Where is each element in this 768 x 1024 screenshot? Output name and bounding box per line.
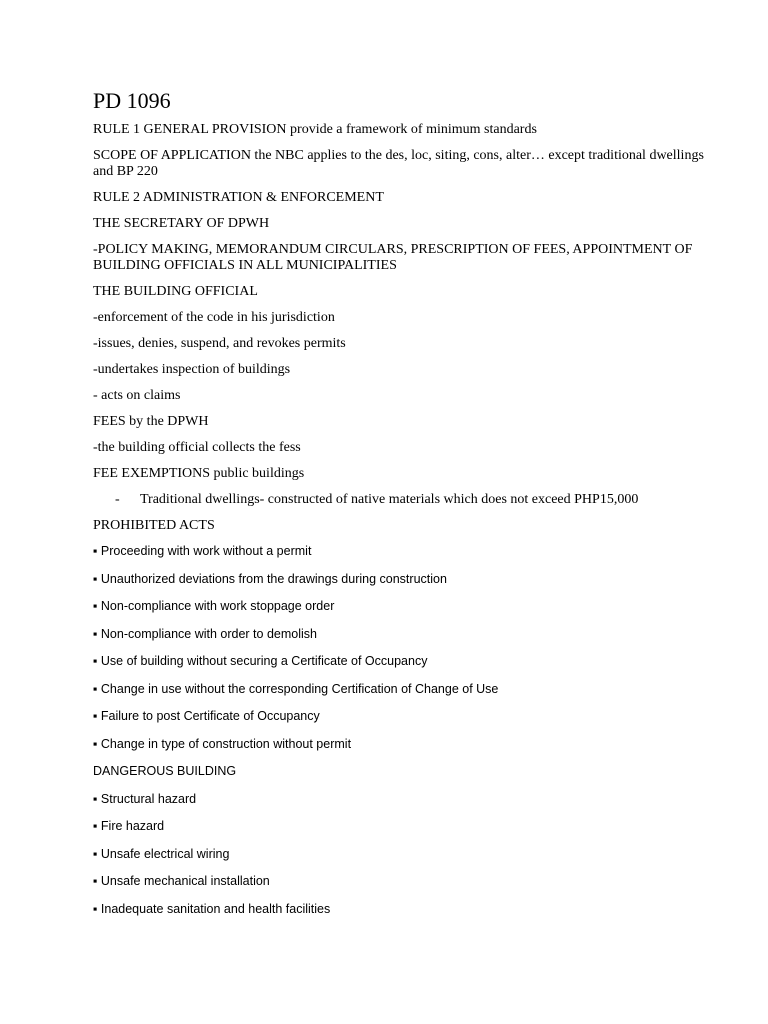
official-duty-item: -undertakes inspection of buildings: [93, 362, 291, 377]
prohibited-act-item: ▪ Change in type of construction without permit: [93, 736, 352, 751]
rule-1-line: RULE 1 GENERAL PROVISION provide a framework of minimum standards: [93, 122, 537, 137]
official-duty-item: - acts on claims: [93, 388, 181, 403]
dangerous-building-item: ▪ Unsafe mechanical installation: [93, 874, 270, 888]
scope-of-application: SCOPE OF APPLICATION the NBC applies to the des, loc, siting, cons, alter… except traditional dwellings and BP 220: [93, 148, 704, 179]
prohibited-act-item: ▪ Non-compliance with work stoppage order: [93, 599, 335, 613]
secretary-heading: THE SECRETARY OF DPWH: [93, 216, 270, 231]
dangerous-building-heading: DANGEROUS BUILDING: [93, 764, 237, 778]
official-duty-item: -enforcement of the code in his jurisdiction: [93, 310, 335, 325]
fee-exemptions: FEE EXEMPTIONS public buildings: [93, 466, 305, 481]
dangerous-building-item: ▪ Inadequate sanitation and health facilities: [93, 901, 331, 916]
prohibited-act-item: ▪ Change in use without the corresponding Certification of Change of Use: [93, 681, 499, 696]
building-official-heading: THE BUILDING OFFICIAL: [93, 284, 258, 299]
official-duty-item: -issues, denies, suspend, and revokes permits: [93, 336, 346, 351]
rule-2-line: RULE 2 ADMINISTRATION & ENFORCEMENT: [93, 190, 384, 205]
traditional-dwellings-item: [93, 492, 713, 508]
dangerous-building-item: ▪ Unsafe electrical wiring: [93, 846, 230, 861]
prohibited-act-item: ▪ Proceeding with work without a permit: [93, 544, 312, 558]
traditional-dwellings-text: Traditional dwellings- constructed of native materials which does not exceed PHP15,000: [140, 492, 639, 507]
secretary-duties: -POLICY MAKING, MEMORANDUM CIRCULARS, PRESCRIPTION OF FEES, APPOINTMENT OF BUILDING OFFICIALS IN ALL MUNICIPALITIES: [93, 242, 693, 273]
prohibited-act-item: ▪ Unauthorized deviations from the drawings during construction: [93, 571, 447, 586]
document-title: PD 1096: [93, 88, 171, 113]
dangerous-building-item: ▪ Structural hazard: [93, 791, 197, 806]
prohibited-acts-heading: PROHIBITED ACTS: [93, 518, 215, 533]
prohibited-act-item: ▪ Failure to post Certificate of Occupancy: [93, 709, 320, 723]
prohibited-act-item: ▪ Use of building without securing a Certificate of Occupancy: [93, 654, 428, 668]
fees-text: -the building official collects the fess: [93, 440, 301, 455]
prohibited-act-item: ▪ Non-compliance with order to demolish: [93, 626, 317, 641]
document-page: [93, 88, 713, 929]
dangerous-building-item: ▪ Fire hazard: [93, 819, 165, 833]
fees-heading: FEES by the DPWH: [93, 414, 209, 429]
dash-bullet: -: [115, 492, 120, 507]
